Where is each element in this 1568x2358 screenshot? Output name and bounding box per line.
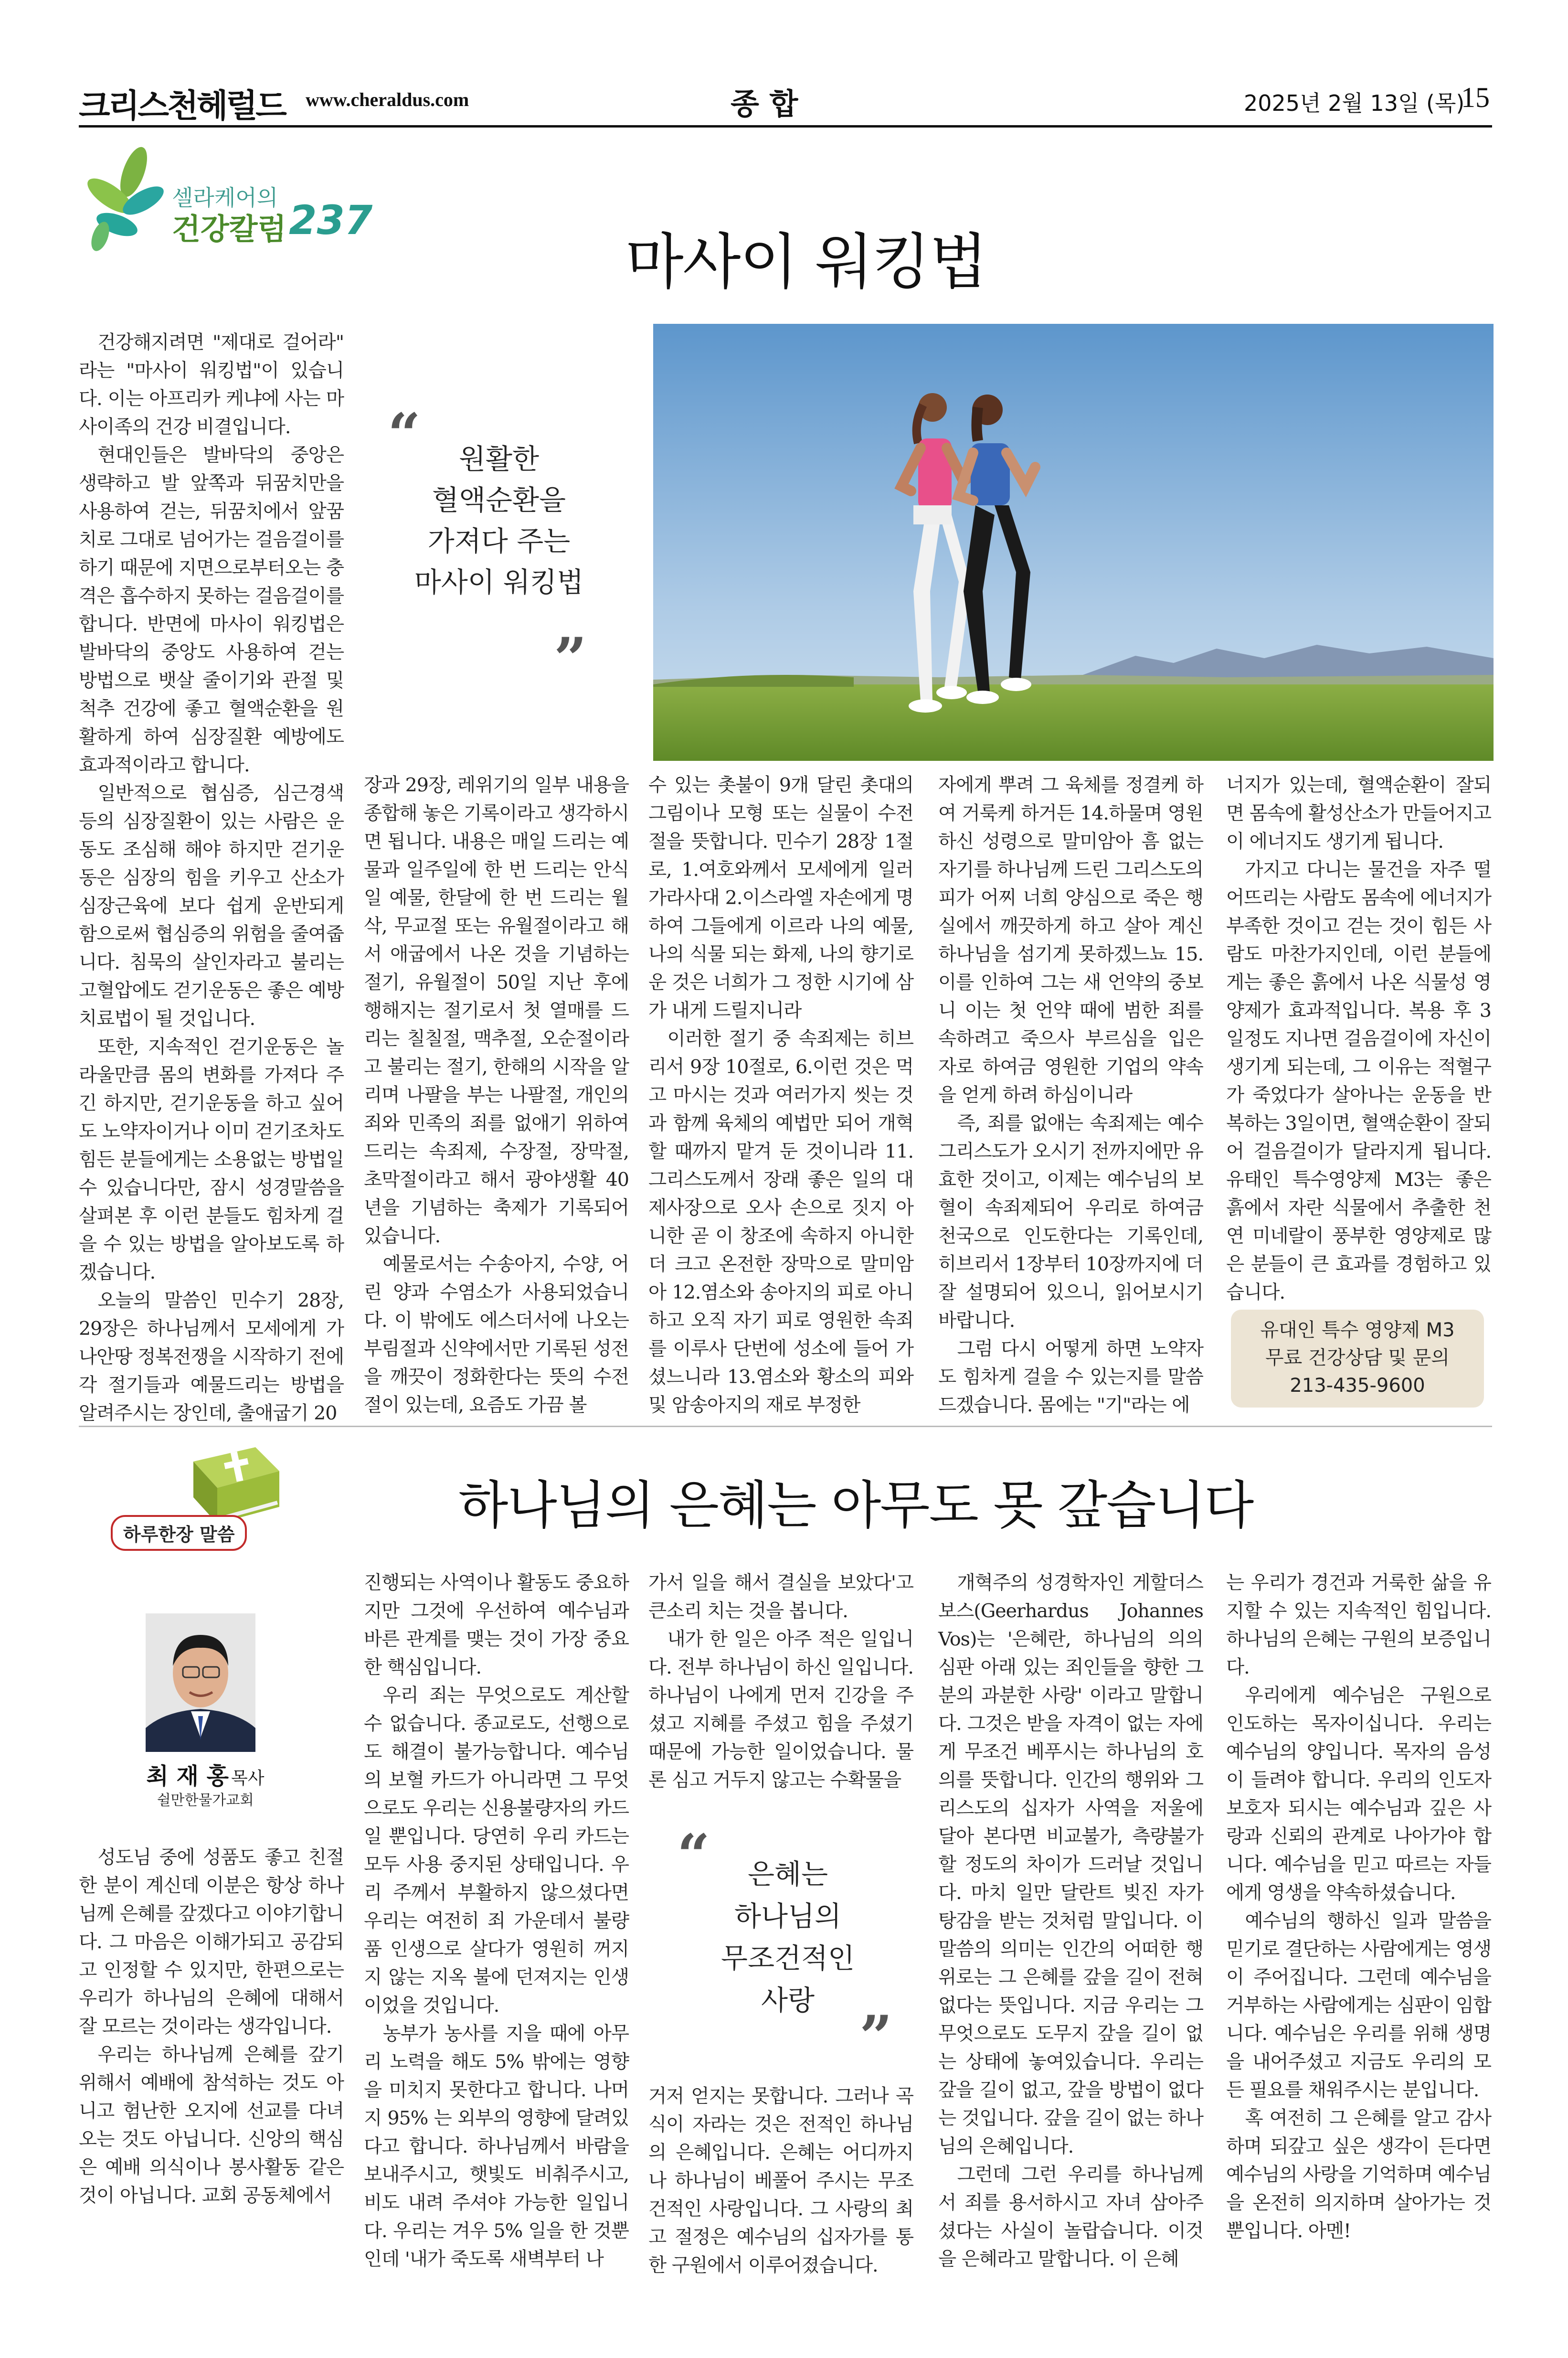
author-title: 목사 <box>231 1769 265 1788</box>
close-quote-icon: ” <box>554 625 587 693</box>
paragraph: 현대인들은 발바닥의 중앙은 생략하고 발 앞쪽과 뒤꿈치만을 사용하여 걷는, 뒤꿈치에서 앞꿈치로 그대로 넘어가는 걸음걸이를 하기 때문에 지면으로부터오는 충격은 흡수하지 못하는 걸음걸이를 합니다. 반면에 마사이 워킹법은 발바닥의 중앙도 사용하여 걷는 방법으로 뱃살 줄이기와 관절 및 척추 건강에 좋고 혈액순환을 원활하게 하여 심장질환 예방에도 효과적이라고 합니다. <box>79 444 344 776</box>
article2-col5 <box>1226 1569 1491 2333</box>
leaf-logo-icon <box>72 143 186 253</box>
ad-line: 유대인 특수 영양제 M3 <box>1260 1319 1455 1341</box>
paragraph: 일반적으로 협심증, 심근경색 등의 심장질환이 있는 사람은 운동도 조심해 해야 하지만 걷기운동은 심장의 힘을 키우고 산소가 심장근육에 보다 쉽게 운반되게 함으로써 협심증의 위험을 줄여줍니다. 침묵의 살인자라고 불리는 고혈압에도 걷기운동은 좋은 예방 치료법이 될 것입니다. <box>79 782 344 1030</box>
paragraph: 진행되는 사역이나 활동도 중요하지만 그것에 우선하여 예수님과 바른 관계를 맺는 것이 가장 중요한 핵심입니다. <box>364 1572 629 1678</box>
paragraph: 오늘의 말씀인 민수기 28장, 29장은 하나님께서 모세에게 가나안땅 정복전쟁을 시작하기 전에 각 절기들과 예물드리는 방법을 알려주시는 장인데, 출애굽기 20 <box>79 1290 344 1424</box>
paragraph: 내가 한 일은 아주 적은 일입니다. 전부 하나님이 하신 일입니다. 하나님이 나에게 먼저 긴강을 주셨고 지혜를 주셨고 힘을 주셨기 때문에 가능한 일이었습니다. 물론 심고 거두지 않고는 수확물을 <box>648 1628 913 1791</box>
pullquote-line: 은혜는 <box>747 1858 828 1890</box>
paragraph: 혹 여전히 그 은혜를 알고 감사하며 되갚고 싶은 생각이 든다면 예수님의 사랑을 기억하며 예수님을 온전히 의지하며 살아가는 것뿐입니다. 아멘! <box>1226 2107 1491 2242</box>
paragraph: 건강해지려면 "제대로 걸어라" 라는 "마사이 워킹법"이 있습니다. 이는 아프리카 케냐에 사는 마사이족의 건강 비결입니다. <box>79 331 344 438</box>
article2-pullquote <box>688 1853 888 2021</box>
paragraph: 우리는 하나님께 은혜를 갚기 위해서 예배에 참석하는 것도 아니고 험난한 오지에 선교를 다녀오는 것도 아닙니다. 신앙의 핵심은 예배 의식이나 봉사활동 같은 것이 아닙니다. 교회 공동체에서 <box>79 2044 344 2207</box>
paragraph: 수 있는 촛불이 9개 달린 촛대의 그림이나 모형 또는 실물이 수전절을 뜻합니다. 민수기 28장 1절로, 1.여호와께서 모세에게 일러 가라사대 2.이스라엘 자손에게 명하여 그들에게 이르라 나의 예물, 나의 식물 되는 화제, 나의 향기로운 것은 너희가 그 정한 시기에 삼가 내게 드릴지니라 <box>648 774 913 1022</box>
paragraph: 개혁주의 성경학자인 게할더스 보스(Geerhardus Johannes Vos)는 '은혜란, 하나님의 의의 심판 아래 있는 죄인들을 향한 그분의 과분한 사랑' 이라고 말합니다. 그것은 받을 자격이 없는 자에게 무조건 베푸시는 하나님의 호의를 뜻합니다. 인간의 행위와 그리스도의 십자가 사역을 저울에 달아 본다면 비교불가, 측량불가 할 정도의 차이가 드러날 것입니다. 마치 일만 달란트 빚진 자가 탕감을 받는 것처럼 말입니다. 이 말씀의 의미는 인간의 어떠한 행위로는 그 은혜를 갚을 길이 전혀 없다는 뜻입니다. 지금 우리는 그 무엇으로도 도무지 갚을 길이 없는 상태에 놓여있습니다. 우리는 갚을 길이 없고, 갚을 방법이 없다는 것입니다. 갚을 길이 없는 하나님의 은혜입니다. <box>938 1572 1203 2157</box>
pullquote-line: 무조건적인 <box>720 1942 855 1974</box>
article1-pullquote <box>401 438 597 603</box>
paragraph: 성도님 중에 성품도 좋고 친절한 분이 계신데 이분은 항상 하나님께 은혜를 갚겠다고 이야기합니다. 그 마음은 이해가되고 공감되고 인정할 수 있지만, 한편으로는 우리가 하나님의 은혜에 대해서 잘 모르는 것이라는 생각입니다. <box>79 1846 344 2038</box>
ad-box <box>1231 1310 1484 1408</box>
paragraph: 또한, 지속적인 걷기운동은 놀라울만큼 몸의 변화를 가져다 주긴 하지만, 걷기운동을 하고 싶어도 노약자이거나 이미 걷기조차도 힘든 분들에게는 소용없는 방법일 수 있습니다만, 잠시 성경말씀을 살펴본 후 이런 분들도 힘차게 걸을 수 있는 방법을 알아보도록 하겠습니다. <box>79 1036 344 1283</box>
article2-col1 <box>79 1844 344 2331</box>
author-church: 쉴만한물가교회 <box>157 1792 254 1809</box>
badge-number: 237 <box>289 197 373 244</box>
paragraph: 이러한 절기 중 속죄제는 히브리서 9장 10절로, 6.이런 것은 먹고 마시는 것과 여러가지 씻는 것과 함께 육체의 예법만 되어 개혁할 때까지 맡겨 둔 것이니라 11.그리스도께서 장래 좋은 일의 대제사장으로 오사 손으로 짓지 아니한 곧 이 창조에 속하지 아니한 더 크고 온전한 장막으로 말미암아 12.염소와 송아지의 피로 아니하고 오직 자기 피로 영원한 속죄를 이루사 단번에 성소에 들어 가셨느니라 13.염소와 황소의 피와 및 암송아지의 재로 부정한 <box>648 1028 913 1416</box>
paragraph: 우리에게 예수님은 구원으로 인도하는 목자이십니다. 우리는 예수님의 양입니다. 목자의 음성이 들려야 합니다. 우리의 인도자 보호자 되시는 예수님과 깊은 사랑과 신뢰의 관계로 나아가야 합니다. 예수님을 믿고 따르는 자들에게 영생을 약속하셨습니다. <box>1226 1685 1491 1904</box>
masthead-rule <box>79 125 1492 128</box>
paragraph: 너지가 있는데, 혈액순환이 잘되면 몸속에 활성산소가 만들어지고 이 에너지도 생기게 됩니다. <box>1226 774 1491 853</box>
masthead-logo[interactable]: 크리스천헤럴드 <box>79 87 285 125</box>
article2-title: 하나님의 은혜는 아무도 못 갚습니다 <box>458 1476 1253 1536</box>
article1-title: 마사이 워킹법 <box>625 227 987 297</box>
section-title: 종 합 <box>731 86 798 121</box>
paragraph: 그럼 다시 어떻게 하면 노약자도 힘차게 걸을 수 있는지를 말씀드겠습니다. 몸에는 "기"라는 에 <box>938 1338 1203 1416</box>
pullquote-line: 하나님의 <box>734 1900 842 1932</box>
open-quote-icon: “ <box>677 1822 710 1889</box>
issue-date: 2025년 2월 13일 (목) <box>1244 90 1465 116</box>
article2-col2 <box>364 1569 629 2333</box>
walking-women-photo <box>653 324 1494 761</box>
paragraph: 장과 29장, 레위기의 일부 내용을 종합해 놓은 기록이라고 생각하시면 됩니다. 내용은 매일 드리는 예물과 일주일에 한 번 드리는 안식일 예물, 한달에 한 번 드리는 월삭, 무교절 또는 유월절이라고 해서 애굽에서 나온 것을 기념하는 절기, 유월절이 50일 지난 후에 행해지는 절기로서 첫 열매를 드리는 칠칠절, 맥추절, 오순절이라고 불리는 절기, 한해의 시작을 알리며 나팔을 부는 나팔절, 개인의 죄와 민족의 죄를 없애기 위하여 드리는 속죄제, 수장절, 장막절, 초막절이라고 해서 광야생활 40년을 기념하는 축제가 기록되어 있습니다. <box>364 774 629 1247</box>
paragraph: 가서 일을 해서 결실을 보았다'고 큰소리 치는 것을 봅니다. <box>648 1572 913 1622</box>
ad-line: 무료 건강상담 및 문의 <box>1265 1347 1450 1369</box>
pullquote-line: 혈액순환을 <box>432 484 566 516</box>
article2-col3-top <box>648 1569 913 1798</box>
paragraph: 예수님의 행하신 일과 말씀을 믿기로 결단하는 사람에게는 영생이 주어집니다. 그런데 예수님을 거부하는 사람에게는 심판이 임합니다. 예수님은 우리를 위해 생명을 내어주셨고 지금도 우리의 모든 필요를 채워주시는 분입니다. <box>1226 1910 1491 2101</box>
page-number: 15 <box>1461 82 1490 113</box>
open-quote-icon: “ <box>388 401 421 468</box>
pullquote-line: 사랑 <box>761 1984 815 2017</box>
author-line <box>143 1758 267 1791</box>
pullquote-line: 가져다 주는 <box>427 525 571 557</box>
article1-col5 <box>1226 771 1491 1306</box>
paragraph: 거저 얻지는 못합니다. 그러나 곡식이 자라는 것은 전적인 하나님의 은혜입니다. 은혜는 어디까지나 하나님이 베풀어 주시는 무조건적인 사랑입니다. 그 사랑의 최고 절정은 예수님의 십자가를 통한 구원에서 이루어졌습니다. <box>648 2085 913 2276</box>
article1-col4 <box>938 771 1203 1414</box>
badge-line2: 건강칼럼 <box>172 212 286 246</box>
paragraph: 즉, 죄를 없애는 속죄제는 예수 그리스도가 오시기 전까지에만 유효한 것이고, 이제는 예수님의 보혈이 속죄제되어 우리로 하여금 천국으로 인도한다는 기록인데, 히브리서 1장부터 10장까지에 더 잘 설명되어 있으니, 읽어보시기 바랍니다. <box>938 1112 1203 1332</box>
paragraph: 그런데 그런 우리를 하나님께서 죄를 용서하시고 자녀 삼아주셨다는 사실이 놀랍습니다. 이것을 은혜라고 말합니다. 이 은혜 <box>938 2164 1203 2270</box>
paragraph: 는 우리가 경건과 거룩한 삶을 유지할 수 있는 지속적인 힘입니다. 하나님의 은혜는 구원의 보증입니다. <box>1226 1572 1491 1678</box>
author-name: 최 재 홍 <box>146 1763 229 1790</box>
pullquote-line: 원활한 <box>458 443 540 475</box>
author-portrait <box>146 1613 255 1752</box>
pullquote-line: 마사이 워킹법 <box>414 566 584 598</box>
paragraph: 예물로서는 수송아지, 수양, 어린 양과 수염소가 사용되었습니다. 이 밖에도 에스더서에 나오는 부림절과 신약에서만 기록된 성전을 깨끗이 정화한다는 뜻의 수전절이 있는데, 요즘도 가끔 볼 <box>364 1253 629 1416</box>
article2-col4 <box>938 1569 1203 2333</box>
badge-line1: 셀라케어의 <box>172 185 278 211</box>
paragraph: 가지고 다니는 물건을 자주 떨어뜨리는 사람도 몸속에 에너지가 부족한 것이고 걷는 것이 힘든 사람도 마찬가지인데, 이런 분들에게는 좋은 흙에서 나온 식물성 영양제가 효과적입니다. 복용 후 3일정도 지나면 걸음걸이에 자신이 생기게 되는데, 그 이유는 적혈구가 죽었다가 살아나는 운동을 반복하는 3일이면, 혈액순환이 잘되어 걸음걸이가 달라지게 됩니다. 유태인 특수영양제 M3는 좋은 흙에서 자란 식물에서 추출한 천연 미네랄이 풍부한 영양제로 많은 분들이 큰 효과를 경험하고 있습니다. <box>1226 859 1491 1303</box>
section-divider <box>79 1426 1492 1427</box>
masthead-url[interactable]: www.cheraldus.com <box>306 89 469 110</box>
article1-col2 <box>364 771 629 1414</box>
daily-word-badge: 하루한장 말씀 <box>111 1515 247 1551</box>
paragraph: 자에게 뿌려 그 육체를 정결케 하여 거룩케 하거든 14.하물며 영원하신 성령으로 말미암아 흠 없는 자기를 하나님께 드린 그리스도의 피가 어찌 너희 양심으로 죽은 행실에서 깨끗하게 하고 살아 계신 하나님을 섬기게 못하겠느뇨 15.이를 인하여 그는 새 언약의 중보니 이는 첫 언약 때에 범한 죄를 속하려고 죽으사 부르심을 입은 자로 하여금 영원한 기업의 약속을 얻게 하려 하심이니라 <box>938 774 1203 1106</box>
article1-col1 <box>79 329 344 1424</box>
paragraph: 농부가 농사를 지을 때에 아무리 노력을 해도 5% 밖에는 영향을 미치지 못한다고 합니다. 나머지 95% 는 외부의 영향에 달려있다고 합니다. 하나님께서 바람을 보내주시고, 햇빛도 비춰주시고, 비도 내려 주셔야 가능한 일입니다. 우리는 겨우 5% 일을 한 것뿐인데 '내가 죽도록 새벽부터 나 <box>364 2023 629 2270</box>
article1-col3 <box>648 771 913 1414</box>
article2-col3-bottom <box>648 2082 913 2331</box>
ad-phone[interactable]: 213-435-9600 <box>1290 1375 1425 1397</box>
close-quote-icon: ” <box>859 2003 893 2070</box>
paragraph: 우리 죄는 무엇으로도 계산할 수 없습니다. 종교로도, 선행으로도 해결이 불가능합니다. 예수님의 보혈 카드가 아니라면 그 무엇으로도 우리는 신용불량자의 카드일 뿐입니다. 당연히 우리 카드는 모두 사용 중지된 상태입니다. 우리 주께서 부활하지 않으셨다면 우리는 여전히 죄 가운데서 불량품 인생으로 살다가 영원히 꺼지지 않는 지옥 불에 던져지는 인생이었을 것입니다. <box>364 1685 629 2017</box>
